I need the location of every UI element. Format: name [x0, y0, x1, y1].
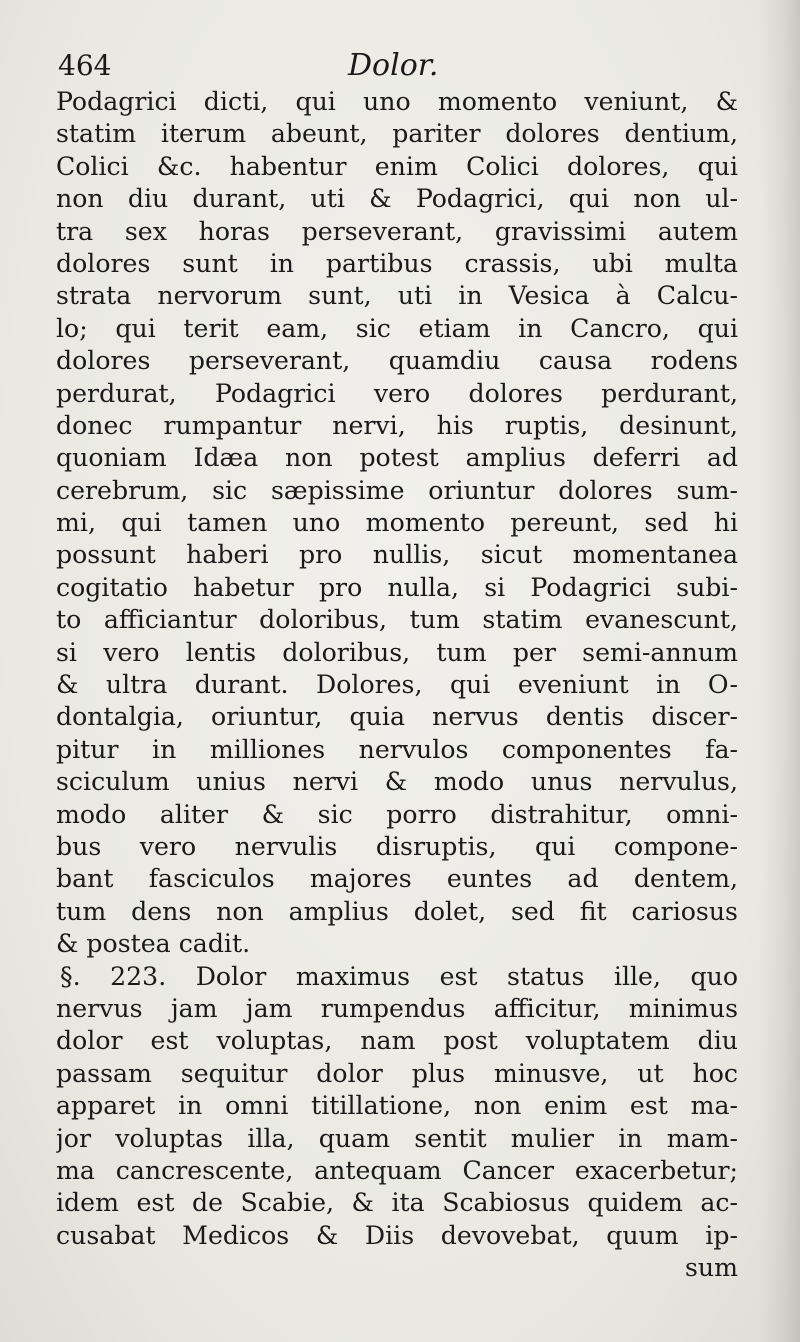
text-line: donec rumpantur nervi, his ruptis, desinunt, [56, 410, 738, 440]
text-line: bus vero nervulis disruptis, qui compone- [56, 831, 738, 861]
text-line: lo; qui terit eam, sic etiam in Cancro, qui [56, 313, 738, 343]
section-start-line: §. 223. Dolor maximus est status ille, quo [60, 961, 738, 991]
text-line: cogitatio habetur pro nulla, si Podagrici subi- [56, 572, 738, 602]
text-line: idem est de Scabie, & ita Scabiosus quidem ac- [56, 1188, 738, 1218]
text-line: bant fasciculos majores euntes ad dentem, [56, 864, 738, 894]
text-line: strata nervorum sunt, uti in Vesica à Calcu- [56, 281, 738, 311]
page-number: 464 [58, 49, 112, 82]
catchword: sum [684, 1253, 738, 1283]
text-line: dolor est voluptas, nam post voluptatem diu [56, 1026, 738, 1056]
text-line: Colici &c. habentur enim Colici dolores, qui [56, 151, 738, 181]
text-line: possunt haberi pro nullis, sicut momentanea [56, 540, 738, 570]
body-text [56, 86, 738, 1284]
text-line: non diu durant, uti & Podagrici, qui non ul- [56, 184, 738, 214]
text-line: jor voluptas illa, quam sentit mulier in mam- [56, 1123, 738, 1153]
text-line: pitur in milliones nervulos componentes fa- [56, 734, 738, 764]
text-line: cusabat Medicos & Diis devovebat, quum ip- [56, 1220, 738, 1250]
text-line: statim iterum abeunt, pariter dolores dentium, [56, 119, 738, 149]
text-line: passam sequitur dolor plus minusve, ut hoc [56, 1058, 738, 1088]
text-line: apparet in omni titillatione, non enim est ma- [56, 1091, 738, 1121]
text-line: to afficiantur doloribus, tum statim evanescunt, [56, 605, 738, 635]
text-line: tra sex horas perseverant, gravissimi autem [56, 216, 738, 246]
running-title: Dolor. [348, 48, 439, 83]
spine-shadow [760, 0, 800, 1342]
text-line: perdurat, Podagrici vero dolores perdurant, [56, 378, 738, 408]
text-line: mi, qui tamen uno momento pereunt, sed hi [56, 508, 738, 538]
paragraph-end-line: & postea cadit. [56, 929, 251, 959]
text-line: sciculum unius nervi & modo unus nervulus, [56, 767, 738, 797]
text-line: Podagrici dicti, qui uno momento veniunt, & [56, 87, 738, 116]
text-line: ma cancrescente, antequam Cancer exacerbetur; [56, 1155, 738, 1185]
text-line: & ultra durant. Dolores, qui eveniunt in O- [56, 670, 738, 700]
text-line: dolores perseverant, quamdiu causa rodens [56, 346, 738, 376]
text-line: dontalgia, oriuntur, quia nervus dentis discer- [56, 702, 738, 732]
text-line: quoniam Idæa non potest amplius deferri ad [56, 443, 738, 473]
text-line: cerebrum, sic sæpissime oriuntur dolores sum- [56, 475, 738, 505]
page-header [58, 44, 748, 92]
text-line: modo aliter & sic porro distrahitur, omni- [56, 799, 738, 829]
text-line: tum dens non amplius dolet, sed fit cariosus [56, 896, 738, 926]
text-line: si vero lentis doloribus, tum per semi-annum [56, 637, 738, 667]
text-line: nervus jam jam rumpendus afficitur, minimus [56, 993, 738, 1023]
text-line: dolores sunt in partibus crassis, ubi multa [56, 248, 738, 278]
